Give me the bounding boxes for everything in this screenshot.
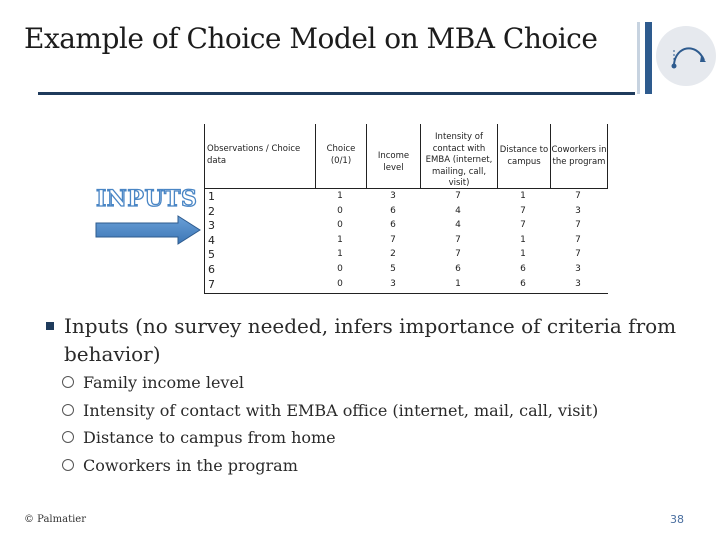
sub-bullet <box>62 456 298 475</box>
sub-bullet-text: Coworkers in the program <box>83 456 298 475</box>
header-observations: Observations / Choice data <box>207 144 301 166</box>
decorative-bar-light <box>637 22 640 94</box>
observation-number: 1 <box>208 190 215 203</box>
table-cell: 6 <box>390 220 396 231</box>
table-border-left <box>204 124 205 294</box>
table-cell: 0 <box>337 220 343 231</box>
table-cell: 7 <box>520 205 526 216</box>
table-cell: 3 <box>575 264 581 274</box>
table-cell: 1 <box>520 191 526 201</box>
table-cell: 3 <box>390 191 396 201</box>
table-cell: 7 <box>575 234 581 245</box>
table-cell: 2 <box>390 249 396 260</box>
table-cell: 1 <box>337 191 343 201</box>
table-cell: 1 <box>520 249 526 260</box>
observation-number: 5 <box>208 248 215 262</box>
header-intensity: Intensity of contact with EMBA (internet, mailing, call, visit) <box>425 132 493 188</box>
table-cell: 1 <box>520 234 526 245</box>
header-choice: Choice (0/1) <box>326 144 356 166</box>
table-cell: 6 <box>390 205 396 216</box>
slide-title: Example of Choice Model on MBA Choice <box>24 22 598 55</box>
sub-bullet-text: Intensity of contact with EMBA office (internet, mail, call, visit) <box>83 401 599 420</box>
sub-bullet-text: Family income level <box>83 373 245 392</box>
table-cell: 6 <box>455 264 461 274</box>
table-divider <box>420 124 421 188</box>
table-cell: 0 <box>337 264 343 274</box>
header-income: Income level <box>377 151 410 173</box>
observation-number: 4 <box>208 233 215 247</box>
table-cell: 6 <box>520 264 526 274</box>
sub-bullet-text: Distance to campus from home <box>83 428 336 447</box>
square-bullet-icon <box>46 322 54 330</box>
table-cell: 4 <box>455 220 461 231</box>
table-cell: 7 <box>520 220 526 231</box>
table-divider <box>315 124 316 188</box>
header-distance: Distance to campus <box>499 145 549 167</box>
table-cell: 0 <box>337 205 343 216</box>
table-header-rule <box>204 188 608 189</box>
table-cell: 7 <box>575 191 581 201</box>
sub-bullet <box>62 401 598 420</box>
table-cell: 0 <box>337 278 343 289</box>
table-cell: 1 <box>337 234 343 245</box>
logo-curve-icon <box>656 26 716 86</box>
inputs-label: INPUTS <box>96 186 198 212</box>
table-cell: 7 <box>455 191 461 201</box>
page-number: 38 <box>670 513 684 526</box>
title-underline <box>38 92 635 95</box>
table-cell: 3 <box>575 278 581 289</box>
table-cell: 7 <box>390 234 396 245</box>
sub-bullet <box>62 428 336 447</box>
table-cell: 4 <box>455 205 461 216</box>
table-divider <box>607 124 608 188</box>
table-cell: 7 <box>575 249 581 260</box>
table-cell: 5 <box>390 264 396 274</box>
circle-bullet-icon <box>62 459 74 471</box>
circle-bullet-icon <box>62 404 74 416</box>
observation-number: 7 <box>208 277 215 291</box>
table-cell: 7 <box>575 220 581 231</box>
observation-number: 2 <box>208 204 215 218</box>
table-bottom-rule <box>204 293 608 294</box>
table-cell: 7 <box>455 249 461 260</box>
table-cell: 1 <box>455 278 461 289</box>
table-cell: 1 <box>337 249 343 260</box>
right-arrow-icon <box>94 214 204 246</box>
sub-bullet <box>62 373 244 392</box>
footer-copyright: © Palmatier <box>24 514 86 525</box>
circle-bullet-icon <box>62 376 74 388</box>
table-cell: 7 <box>455 234 461 245</box>
main-bullet-text: Inputs (no survey needed, infers importance of criteria from behavior) <box>64 314 677 366</box>
circle-bullet-icon <box>62 431 74 443</box>
choice-data-table <box>204 124 608 294</box>
header-coworkers: Coworkers in the program <box>551 145 607 167</box>
observation-number: 6 <box>208 263 215 276</box>
table-cell: 6 <box>520 278 526 289</box>
observation-number: 3 <box>208 219 215 233</box>
table-cell: 3 <box>575 205 581 216</box>
decorative-bar-dark <box>645 22 652 94</box>
table-cell: 3 <box>390 278 396 289</box>
